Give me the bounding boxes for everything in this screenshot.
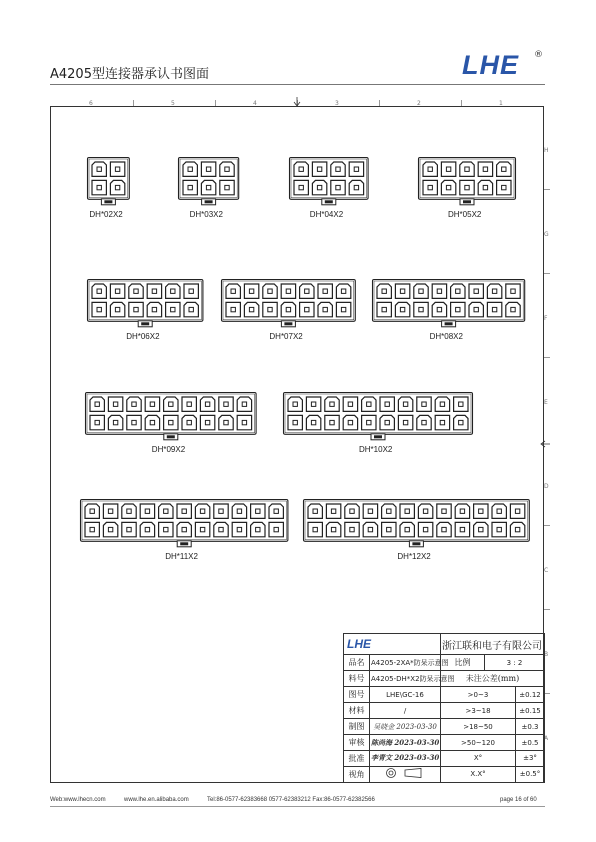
pin-terminal <box>367 402 371 406</box>
page-number: page 16 of 60 <box>500 797 537 803</box>
tolerance-value: ±0.15 <box>516 703 545 719</box>
pin-terminal <box>400 307 404 311</box>
pin-terminal <box>428 167 432 171</box>
connector-latch-tab <box>167 435 175 438</box>
frame-tick <box>215 100 216 106</box>
pin-terminal <box>108 509 112 513</box>
pin-terminal <box>286 289 290 293</box>
pin-terminal <box>224 420 228 424</box>
connector-label: DH*04X2 <box>309 209 344 219</box>
pin-terminal <box>511 289 515 293</box>
connector-label: DH*09X2 <box>151 444 186 454</box>
connector-drawing <box>85 392 257 443</box>
name-value: A4205-2XA*防呆示意图 <box>370 655 441 671</box>
pin-terminal <box>440 420 444 424</box>
pin-terminal <box>459 402 463 406</box>
pin-terminal <box>403 420 407 424</box>
pin-terminal <box>511 307 515 311</box>
tolerance-value: ±0.5° <box>516 766 545 782</box>
name-label: 品名 <box>344 655 370 671</box>
pin-terminal <box>465 185 469 189</box>
pin-terminal <box>97 167 101 171</box>
pin-terminal <box>286 307 290 311</box>
pin-terminal <box>428 185 432 189</box>
row-label: A <box>544 735 549 742</box>
pin-terminal <box>95 402 99 406</box>
connector-label: DH*02X2 <box>89 209 123 219</box>
frame-tick <box>544 609 550 610</box>
pin-terminal <box>132 402 136 406</box>
pin-terminal <box>382 289 386 293</box>
pin-terminal <box>189 307 193 311</box>
pin-terminal <box>237 527 241 531</box>
pin-terminal <box>268 307 272 311</box>
tolerance-value: ±0.12 <box>516 687 545 703</box>
pin-terminal <box>385 420 389 424</box>
pin-terminal <box>367 420 371 424</box>
pin-terminal <box>274 527 278 531</box>
pin-terminal <box>405 527 409 531</box>
connector-label: DH*05X2 <box>448 209 482 219</box>
pin-terminal <box>268 289 272 293</box>
pin-terminal <box>206 167 210 171</box>
pin-terminal <box>127 527 131 531</box>
connector-drawing <box>87 157 130 208</box>
pin-terminal <box>348 402 352 406</box>
connector-latch-tab <box>141 322 149 325</box>
frame-tick <box>544 273 550 274</box>
pin-terminal <box>164 509 168 513</box>
pin-terminal <box>200 509 204 513</box>
approve-label: 批准 <box>344 751 370 767</box>
pin-terminal <box>256 509 260 513</box>
row-label: H <box>544 147 549 154</box>
pin-terminal <box>419 289 423 293</box>
frame-tick <box>544 357 550 358</box>
lhe-logo: LHE <box>462 50 519 80</box>
drawing-no-value: LHE\GC-16 <box>370 687 441 703</box>
pin-terminal <box>465 167 469 171</box>
pin-terminal <box>115 307 119 311</box>
column-label: 3 <box>335 100 339 107</box>
pin-terminal <box>134 289 138 293</box>
pin-terminal <box>442 527 446 531</box>
pin-terminal <box>311 420 315 424</box>
title-block <box>343 633 545 783</box>
pin-terminal <box>515 527 519 531</box>
pin-terminal <box>169 402 173 406</box>
frame-tick <box>133 100 134 106</box>
tolerance-range: >0~3 <box>441 687 516 703</box>
check-label: 审核 <box>344 735 370 751</box>
connector-drawing <box>303 499 530 550</box>
pin-terminal <box>341 289 345 293</box>
pin-terminal <box>274 509 278 513</box>
title-block-logo-cell <box>344 634 441 655</box>
pin-terminal <box>242 420 246 424</box>
pin-terminal <box>113 402 117 406</box>
pin-terminal <box>492 289 496 293</box>
pin-terminal <box>187 402 191 406</box>
connector-drawing <box>289 157 369 208</box>
pin-terminal <box>152 307 156 311</box>
pin-terminal <box>317 167 321 171</box>
pin-terminal <box>305 307 309 311</box>
connector-drawing <box>221 279 356 330</box>
connector-latch-tab <box>463 200 471 203</box>
pin-terminal <box>474 289 478 293</box>
connector-latch-tab <box>205 200 213 203</box>
pin-terminal <box>423 509 427 513</box>
document-title: A4205型连接器承认书图面 <box>50 67 209 82</box>
pin-terminal <box>115 167 119 171</box>
pin-terminal <box>231 289 235 293</box>
pin-terminal <box>354 185 358 189</box>
frame-tick <box>544 189 550 190</box>
pin-terminal <box>225 167 229 171</box>
drawing-no-label: 图号 <box>344 687 370 703</box>
pin-terminal <box>219 509 223 513</box>
pin-terminal <box>113 420 117 424</box>
connector-latch-tab <box>180 542 188 545</box>
pin-terminal <box>502 185 506 189</box>
pin-terminal <box>249 307 253 311</box>
footer-rule <box>50 806 545 807</box>
pin-terminal <box>350 527 354 531</box>
pin-terminal <box>348 420 352 424</box>
pin-terminal <box>150 402 154 406</box>
pin-terminal <box>145 509 149 513</box>
pin-terminal <box>134 307 138 311</box>
tolerance-range: >18~50 <box>441 719 516 735</box>
center-arrow-icon <box>292 97 302 107</box>
pin-terminal <box>132 420 136 424</box>
pin-terminal <box>442 509 446 513</box>
pin-terminal <box>108 527 112 531</box>
pin-terminal <box>423 527 427 531</box>
connector-drawing <box>80 499 288 550</box>
column-label: 2 <box>417 100 421 107</box>
pin-terminal <box>206 185 210 189</box>
tolerance-label: 未注公差(mm) <box>441 671 545 687</box>
pin-terminal <box>182 509 186 513</box>
footer-alibaba[interactable]: www.lhe.en.alibaba.com <box>124 797 189 803</box>
pin-terminal <box>331 509 335 513</box>
pin-terminal <box>164 527 168 531</box>
pin-terminal <box>483 185 487 189</box>
pin-terminal <box>497 509 501 513</box>
pin-terminal <box>446 167 450 171</box>
tolerance-value: ±0.5 <box>516 735 545 751</box>
frame-tick <box>544 525 550 526</box>
pin-terminal <box>419 307 423 311</box>
pin-terminal <box>437 307 441 311</box>
projection-symbol-icon <box>383 767 427 779</box>
pin-terminal <box>182 527 186 531</box>
pin-terminal <box>188 185 192 189</box>
connector-latch-tab <box>325 200 333 203</box>
tolerance-value: ±0.3 <box>516 719 545 735</box>
pin-terminal <box>350 509 354 513</box>
pin-terminal <box>336 185 340 189</box>
registered-mark: ® <box>534 50 543 60</box>
pin-terminal <box>299 185 303 189</box>
pin-terminal <box>152 289 156 293</box>
row-label: F <box>544 315 548 322</box>
pin-terminal <box>249 289 253 293</box>
connector-label: DH*10X2 <box>359 444 393 454</box>
row-label: G <box>544 231 549 238</box>
pin-terminal <box>127 509 131 513</box>
pin-terminal <box>382 307 386 311</box>
pin-terminal <box>330 402 334 406</box>
pin-terminal <box>422 420 426 424</box>
material-no-label: 料号 <box>344 671 370 687</box>
pin-terminal <box>293 402 297 406</box>
pin-terminal <box>492 307 496 311</box>
column-label: 1 <box>499 100 503 107</box>
pin-terminal <box>330 420 334 424</box>
pin-terminal <box>387 509 391 513</box>
pin-terminal <box>456 289 460 293</box>
row-label: E <box>544 399 548 406</box>
side-arrow-icon <box>540 439 550 449</box>
column-label: 6 <box>89 100 93 107</box>
projection-symbol-cell <box>370 766 441 782</box>
footer-contact: Tel:86-0577-62383668 0577-62383212 Fax:86-0577-62382566 <box>207 797 375 803</box>
tolerance-range: X.X° <box>441 766 516 782</box>
check-signature: 陈尚海 2023-03-30 <box>370 735 441 751</box>
pin-terminal <box>437 289 441 293</box>
tolerance-range: >50~120 <box>441 735 516 751</box>
pin-terminal <box>323 307 327 311</box>
connector-latch-tab <box>374 435 382 438</box>
connector-label: DH*03X2 <box>189 209 223 219</box>
pin-terminal <box>97 185 101 189</box>
tolerance-range: >3~18 <box>441 703 516 719</box>
pin-terminal <box>95 420 99 424</box>
pin-terminal <box>405 509 409 513</box>
connector-label: DH*06X2 <box>126 331 160 341</box>
pin-terminal <box>446 185 450 189</box>
pin-terminal <box>336 167 340 171</box>
company-name: 浙江联和电子有限公司 <box>441 634 545 655</box>
pin-terminal <box>242 402 246 406</box>
connector-drawing <box>87 279 203 330</box>
pin-terminal <box>256 527 260 531</box>
pin-terminal <box>331 527 335 531</box>
pin-terminal <box>115 289 119 293</box>
footer-web[interactable]: Web:www.lhecn.com <box>50 797 106 803</box>
pin-terminal <box>200 527 204 531</box>
column-label: 4 <box>253 100 257 107</box>
pin-terminal <box>171 289 175 293</box>
pin-terminal <box>474 307 478 311</box>
scale-label: 比例 <box>441 655 485 671</box>
connector-label: DH*08X2 <box>429 331 463 341</box>
pin-terminal <box>187 420 191 424</box>
scale-value: 3 : 2 <box>485 655 545 671</box>
title-block-logo: LHE <box>347 637 371 652</box>
pin-terminal <box>205 402 209 406</box>
connector-latch-tab <box>445 322 453 325</box>
connector-label: DH*07X2 <box>269 331 303 341</box>
material-no-value: A4205-DH*X2防呆示意图 <box>370 671 441 687</box>
pin-terminal <box>169 420 173 424</box>
row-label: C <box>544 567 549 574</box>
column-label: 5 <box>171 100 175 107</box>
approve-signature: 李青文 2023-03-30 <box>370 751 441 767</box>
pin-terminal <box>440 402 444 406</box>
pin-terminal <box>313 509 317 513</box>
pin-terminal <box>385 402 389 406</box>
pin-terminal <box>115 185 119 189</box>
pin-terminal <box>90 527 94 531</box>
pin-terminal <box>368 527 372 531</box>
pin-terminal <box>497 527 501 531</box>
connector-drawing <box>372 279 525 330</box>
connector-drawing <box>418 157 516 208</box>
pin-terminal <box>219 527 223 531</box>
pin-terminal <box>305 289 309 293</box>
pin-terminal <box>323 289 327 293</box>
connector-label: DH*12X2 <box>397 551 431 561</box>
material-label: 材料 <box>344 703 370 719</box>
pin-terminal <box>225 185 229 189</box>
pin-terminal <box>460 527 464 531</box>
pin-terminal <box>387 527 391 531</box>
pin-terminal <box>403 402 407 406</box>
pin-terminal <box>460 509 464 513</box>
pin-terminal <box>224 402 228 406</box>
pin-terminal <box>422 402 426 406</box>
pin-terminal <box>313 527 317 531</box>
pin-terminal <box>459 420 463 424</box>
pin-terminal <box>189 289 193 293</box>
connector-label: DH*11X2 <box>165 551 198 561</box>
drawn-signature: 吴晓金 2023-03-30 <box>370 719 441 735</box>
tolerance-range: X° <box>441 751 516 767</box>
view-label: 视角 <box>344 766 370 782</box>
pin-terminal <box>293 420 297 424</box>
connector-latch-tab <box>104 200 112 203</box>
connector-latch-tab <box>284 322 292 325</box>
pin-terminal <box>311 402 315 406</box>
pin-terminal <box>515 509 519 513</box>
pin-terminal <box>479 509 483 513</box>
pin-terminal <box>188 167 192 171</box>
pin-terminal <box>502 167 506 171</box>
pin-terminal <box>479 527 483 531</box>
pin-terminal <box>97 307 101 311</box>
frame-tick <box>379 100 380 106</box>
pin-terminal <box>400 289 404 293</box>
pin-terminal <box>483 167 487 171</box>
pin-terminal <box>237 509 241 513</box>
drawn-label: 制图 <box>344 719 370 735</box>
pin-terminal <box>205 420 209 424</box>
pin-terminal <box>145 527 149 531</box>
header-rule <box>50 84 545 85</box>
tolerance-value: ±3° <box>516 751 545 767</box>
pin-terminal <box>317 185 321 189</box>
pin-terminal <box>171 307 175 311</box>
pin-terminal <box>90 509 94 513</box>
connector-drawing <box>178 157 239 208</box>
frame-tick <box>461 100 462 106</box>
pin-terminal <box>299 167 303 171</box>
pin-terminal <box>456 307 460 311</box>
pin-terminal <box>97 289 101 293</box>
material-value: / <box>370 703 441 719</box>
pin-terminal <box>368 509 372 513</box>
connector-drawing <box>283 392 473 443</box>
row-label: D <box>544 483 549 490</box>
row-label: B <box>544 651 549 658</box>
pin-terminal <box>354 167 358 171</box>
connector-latch-tab <box>412 542 420 545</box>
pin-terminal <box>150 420 154 424</box>
pin-terminal <box>231 307 235 311</box>
pin-terminal <box>341 307 345 311</box>
